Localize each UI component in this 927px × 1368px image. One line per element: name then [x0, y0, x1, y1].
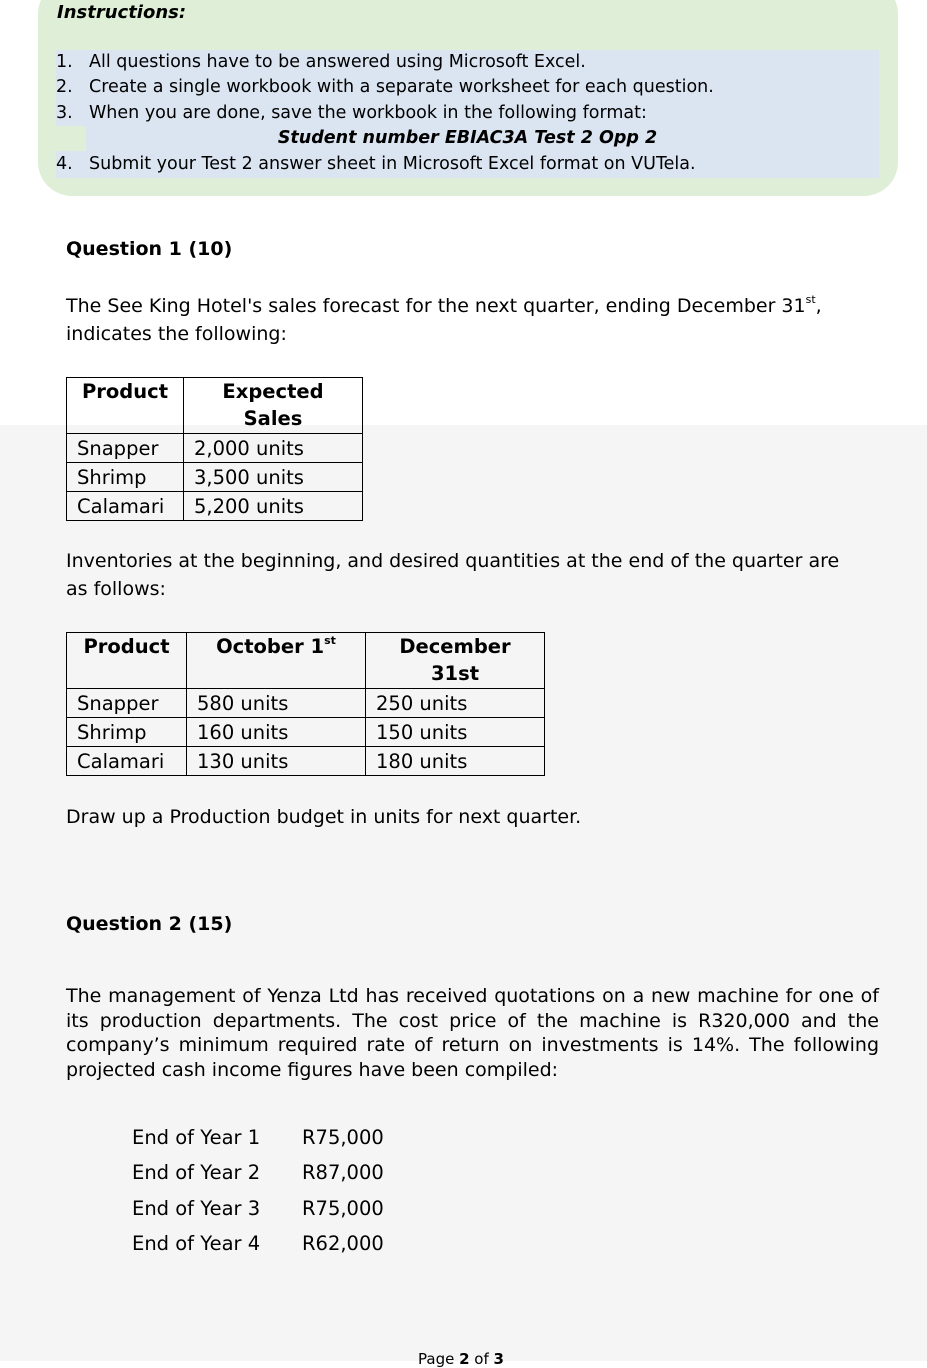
inventory-intro: Inventories at the beginning, and desired quantities at the end of the quarter are as follows:	[66, 550, 840, 600]
cash-flow-value: R75,000	[302, 1126, 384, 1149]
question-2-intro: The management of Yenza Ltd has received quotations on a new machine for one of its production departments. The cost price of the machine is R320,000 and the company’s minimum required rate of return on investments is 14%. The following projected cash income figures have been compiled:	[66, 985, 879, 1081]
table-header: Expected Sales	[184, 378, 363, 434]
cash-flow-label: End of Year 3	[132, 1197, 261, 1220]
table-header: Product	[67, 378, 184, 434]
table-row: Snapper 2,000 units	[67, 434, 363, 463]
inventory-table	[66, 632, 545, 776]
filename-format: Student number EBIAC3A Test 2 Opp 2	[277, 128, 658, 149]
list-item: 4. Submit your Test 2 answer sheet in Microsoft Excel format on VUTela.	[56, 153, 696, 174]
cash-flow-label: End of Year 4	[132, 1232, 261, 1255]
list-item: 2. Create a single workbook with a separate worksheet for each question.	[56, 77, 714, 98]
cash-flow-label: End of Year 1	[132, 1126, 261, 1149]
instructions-list	[56, 50, 879, 178]
question-1-heading: Question 1 (10)	[66, 238, 233, 260]
table-row: Shrimp 160 units 150 units	[67, 718, 545, 747]
cash-flow-value: R62,000	[302, 1232, 384, 1255]
expected-sales-table	[66, 377, 363, 521]
table-header: Product	[67, 633, 187, 689]
table-row: Snapper 580 units 250 units	[67, 689, 545, 718]
cash-flow-label: End of Year 2	[132, 1161, 261, 1184]
table-row: Shrimp 3,500 units	[67, 463, 363, 492]
question-2-heading: Question 2 (15)	[66, 913, 233, 935]
table-header: December 31st	[366, 633, 545, 689]
question-1-intro: The See King Hotel's sales forecast for the next quarter, ending December 31st, indicates the following:	[66, 292, 822, 345]
list-item: 3. When you are done, save the workbook in the following format:	[56, 102, 647, 123]
table-header: October 1st	[187, 633, 366, 689]
table-row: Calamari 130 units 180 units	[67, 747, 545, 776]
cash-flow-value: R75,000	[302, 1197, 384, 1220]
list-item: 1. All questions have to be answered using Microsoft Excel.	[56, 52, 586, 72]
table-row: Calamari 5,200 units	[67, 492, 363, 521]
question-1-task: Draw up a Production budget in units for next quarter.	[66, 806, 582, 828]
page-number: Page 2 of 3	[418, 1350, 504, 1368]
cash-flow-value: R87,000	[302, 1161, 384, 1184]
instructions-title: Instructions:	[57, 2, 187, 23]
